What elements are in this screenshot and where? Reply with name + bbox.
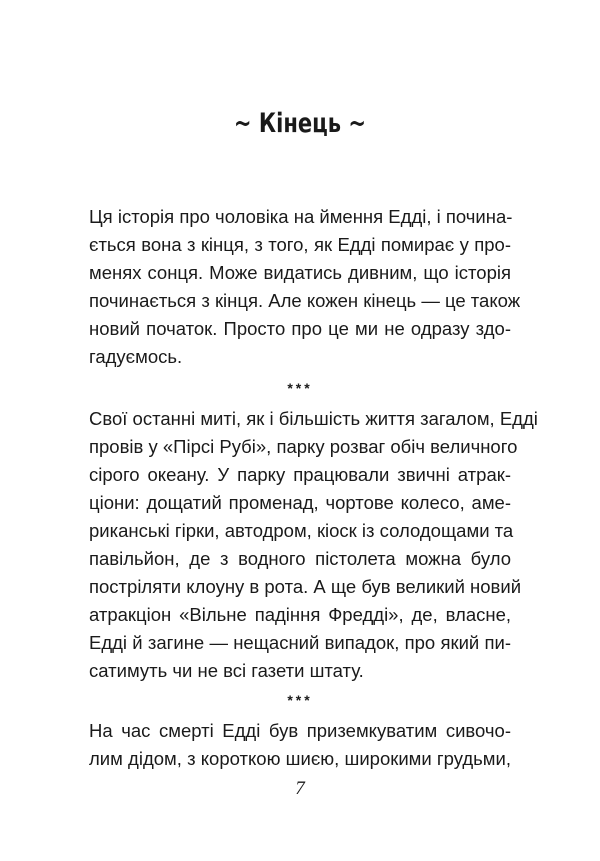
text-line: ціони: дощатий променад, чортове колесо, аме- bbox=[89, 492, 511, 513]
text-line: менях сонця. Може видатись дивним, що історія bbox=[89, 262, 511, 283]
text-line: сатимуть чи не всі газети штату. bbox=[89, 660, 364, 681]
text-line: атракціон «Вільне падіння Фредді», де, власне, bbox=[89, 604, 511, 625]
text-line: гадуємось. bbox=[89, 346, 183, 367]
chapter-title: ~ Кінець ~ bbox=[233, 108, 367, 139]
text-line: риканські гірки, автодром, кіоск із солодощами та bbox=[89, 520, 514, 541]
text-line: починається з кінця. Але кожен кінець — це також bbox=[89, 290, 521, 311]
text-line: На час смерті Едді був приземкуватим сивочо- bbox=[89, 720, 511, 741]
section-separator: *** bbox=[287, 692, 313, 708]
page-number: 7 bbox=[295, 778, 305, 799]
text-line: Едді й загине — нещасний випадок, про який пи- bbox=[89, 632, 511, 653]
section-separator: *** bbox=[287, 380, 313, 396]
text-line: постріляти клоуну в рота. А ще був великий новий bbox=[89, 576, 522, 597]
text-line: ється вона з кінця, з того, як Едді помирає у про- bbox=[89, 234, 511, 255]
text-line: Свої останні миті, як і більшість життя загалом, Едді bbox=[89, 408, 538, 429]
text-line: Ця історія про чоловіка на ймення Едді, і почина- bbox=[89, 206, 513, 227]
text-line: сірого океану. У парку працювали звичні атрак- bbox=[89, 464, 511, 485]
text-line: новий початок. Просто про це ми не одразу здо- bbox=[89, 318, 511, 339]
text-line: провів у «Пірсі Рубі», парку розваг обіч величного bbox=[89, 436, 518, 457]
text-line: лим дідом, з короткою шиєю, широкими грудьми, bbox=[89, 748, 511, 769]
text-line: павільйон, де з водного пістолета можна було bbox=[89, 548, 511, 569]
